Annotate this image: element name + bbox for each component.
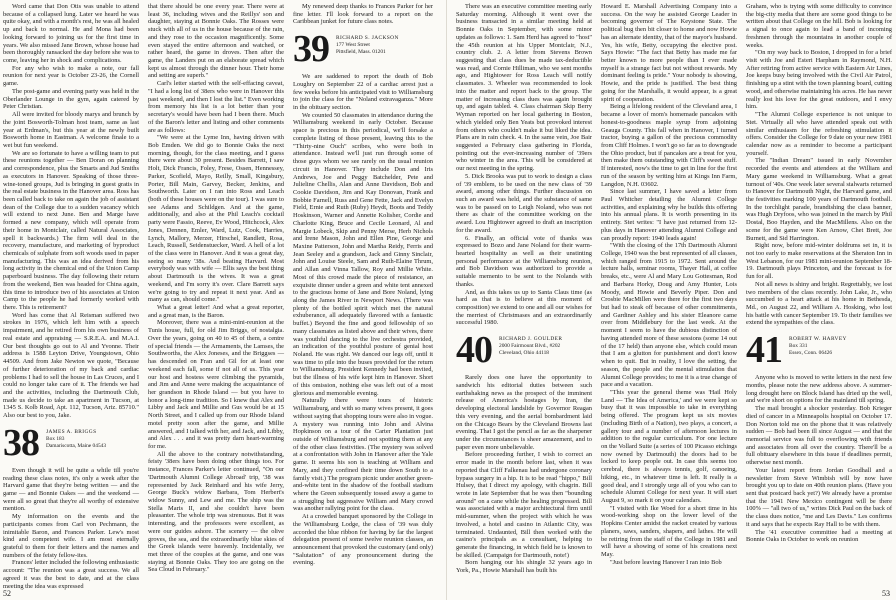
class-year-number: 39 <box>293 28 329 71</box>
article-paragraph: Since last summer, I have saved a letter from Paul Whitcher detailing the Alumni College activities, and explaining why he builds this offering into his annual plans. It is worth presenting in its entirety. Stet writes: "I have just returned from 12-plus days in Hanover attending Alumni College and can proudly report: 1940 leads again! <box>601 188 737 242</box>
address-line: 2000 Fairmount Blvd., #202 <box>499 343 561 350</box>
class-secretary-address <box>46 426 106 450</box>
article-paragraph: Graham, who is trying with some difficulty to convince the big-city media that there are some good things to be written about that College on the hill. Bob is looking for a signal to once again to lead a band of incoming freshmen through the mountains in another couple of weeks. <box>746 3 892 49</box>
article-paragraph: Being a lifelong resident of the Cleveland area, I became a lover of mom's homemade pancakes with honest-to-goodness maple syrup from adjoining Geauga County. This fall when in Hanover, I turned tractor, buying a gallon of the precious commodity from Cliff Holmes. I won't go so far as to downgrade the Ohio product, but if pancakes are a treat for you, then make them outstanding with Cliff's sweet stuff. If interested, now's the time to get in line for the first run of the season by writing him at Kings Inn Farm, Langdon, N.H. 03602. <box>601 103 737 188</box>
article-paragraph: Word came that Don Otis was unable to attend because of a collapsed lung. Later we heard he was quite okay, and with a month's rest, he was all healed up and back to normal. He and Mona had been looking forward to joining us for the first time in years. We also missed Jane Brown, whose house had been thoroughly ransacked the day before she was to come, leaving her in shock and complications. <box>3 3 139 65</box>
article-paragraph: The '41 executive committee had a meeting at Bonnie Oaks in October to work on reunion <box>746 528 892 544</box>
article-paragraph: Born hanging our his shingle 32 years ago in York, Pa., Howie Marshall has built his <box>456 559 592 575</box>
article-paragraph: Howard E. Marshall Advertising Company into a success. On the way he assisted George Leader in becoming governor of The Keystone State. The political bug then bit closer to home and now Howie has an alternate identity, that of the mayor's husband. Yes, his wife, Betty, occupying the elective post. Says Howie: "The fact that Betty has made me far better known to more people than I ever made myself is a strange fact but not without rewards. My dominant feeling is pride." Your nobody is showing, Howie, and the pride is justified. The best thing going for the Marshalls, it would appear, is a great spirit of cooperation. <box>601 3 737 103</box>
left-column-2 <box>148 3 284 581</box>
article-paragraph: Before proceeding further, I wish to correct an error made in the month before last, when it was reported that Cliff Falkenau had undergone coronary bypass surgery in a hip. It is to be read "hippo," Bill Hulsey, that I direct my apology, with chagrin. Bill wrote in late September that he was then "bounding around" on a cane while the healing progressed. Bill was associated with a major architectural firm until mid-summer, when the project with which he was involved, a hotel and casino in Atlantic City, was terminated. Undaunted, Bill then worked with the casino's principals as a consultant, helping to generate the financing, in which field he is known to be skilled. (Campaign for Dartmouth, note!) <box>456 451 592 559</box>
article-paragraph: All were invited for bloody marys and brunch by the joint Bosworth-Tolman host team, same as last year at Erdman's, but this year at the newly built Bosworth home in Eastman. A welcome finale to a wet but fun weekend. <box>3 111 139 149</box>
article-paragraph: Even though it will be quite a while till you're reading these class notes, it's only a week after the Harvard game that they're being written — and the game — and Bonnie Oakes — and the weekend — were all so great that they're all worthy of extensive mention. <box>3 466 139 513</box>
article-paragraph: "We were at the Lyme Inn, having driven with Bob Emden. We did go to Bonnie Oaks the next morning, though, for the class meeting, and I guess there were about 30 present. Besides Barrett, I saw Holt, Dick Francis, Foley, Frese, Ossen, Hennessey, Parker, Scofield, Mayo, Reilly, Small, Kingsbury, Porter, Bill Main, Garvey, Becker, Jenkins, and Southworth. Later on I ran into Ross and Leach (both of these houses were on the tour). I was sure to see Adams and Schildgen. And at the game, additionally, and also at the Phil Leach's cocktail party were Fassio, Reeve, Ev Wood, Hitchcock, Alex Jones, Dennen, Emler, Ward, Lutz, Cook, Harries, Lynch, Mallory, Merzer, Hirschel, Randlett, Rosa, Leach, Russell, Seidenstuecker, Ward. A hell of a lot of the class were in Hanover. And it was a great day, seeing so many '38s. And beating Harvard. Most everybody was with wife — Ellis says the best thing about Dartmouth is the wives. It was a great weekend, and I'm sorry it's over. Clare Barrett says we're going to try and repeat it next year. And as many as can, should come." <box>148 134 284 304</box>
article-paragraph: Anyone who is moved to write letters in the next few months, please note the new address above. A summer-long drought here on Block Island has dried up the well, and we're short on options for the mainland till spring. <box>746 374 892 405</box>
class-secretary-name: RICHARD J. GOULDER <box>499 336 563 343</box>
article-paragraph: The post-game and evening party was held in the Oberlander Lounge in the gym, again catered by Peter Christian. <box>3 87 139 111</box>
article-paragraph: For any who wish to make a note, our fall reunion for next year is October 23-26, the Cornell game. <box>3 64 139 88</box>
right-column-3 <box>746 3 892 581</box>
left-column-3 <box>293 3 433 581</box>
article-paragraph: And, as this takes us up to Santa Claus time (as hard as that is to believe at this moment of composition) we extend to one and all our wishes for the merriest of Christmases and an extraordinarily successful 1980. <box>456 288 592 327</box>
article-paragraph: Naturally there were tours of historic Williamsburg, and with so many wives present, it goes without saying that shopping tours were also in vogue. A mystery was running into John and Alvina Hopkinson on a tour of the Carter Plantation just outside of Williamsburg and not spotting them at any of the other class festivities. (The mystery was solved at a confrontation with John in Hanover after the Yale game. It seems his son is teaching at William and Mary, and they confined their time down South to a family visit.) The program picnic under another green-and-white tent in the shadow of the football stadium where the Green subsequently tossed away a game to a struggling but aggressive William and Mary crowd was another rallying point for the class. <box>293 397 433 513</box>
article-paragraph: The mail brought a shocker yesterday. Bob Krieger died of cancer in a Minneapolis hospital on October 17. Don Norton told me on the phone that it was relatively sudden — Bob had been ill since August — and that the memorial service was full to overflowing with friends and associates from all over the country. There'll be a full obituary elsewhere in this issue if deadlines permit, otherwise next month. <box>746 405 892 467</box>
article-paragraph: "With the closing of the 17th Dartmouth Alumni College, 1940 was the best represented of all classes, which ranged from 1915 to 1972. Sent around the lecture halls, seminar rooms, Thayer Hall, at coffee breaks, etc., were Al and Mary Lou Gottesman, Rod and Barbara Horky, Doug and Amy Hunter, Lois Moody, and Howie and Beverly Piper. Don and Crosbie MacMillen were there for the first two days but had to steak off because of other commitments, and Gardiner Ashley and his sister Eleanore came over from Middlebury for the last week. At the moment I seem to have the dubious distinction of having attended more of these sessions (some 14 out of the 17 held) than anyone else, which could mean that I am a glutton for punishment and don't know when to quit. But in reality, I love the setting, the season, the people and the mental stimulation that Alumni College provides; to me it is a true change of pace and a vacation. <box>601 242 737 389</box>
address-line: Damariscotta, Maine 04543 <box>46 442 107 449</box>
article-paragraph: Right now, before mid-winter doldrums set in, it is not too early to make reservations at the Sheraton Inn in West Lebanon, for our 1981 mini-reunion September 18-19. Dartmouth plays Princeton, and the forecast is for fun for all. <box>746 242 892 281</box>
right-column-2 <box>601 3 737 581</box>
article-paragraph: Rarely does one have the opportunity to sandwich his editorial duties between such earthshaking news as the prospect of the imminent release of America's hostages by Iran, the developing electoral landslide by Governor Reagan this very evening, and the aerial bombardment laid on the Chicago Bears by the Cleveland Browns last evening. That I got the pencil as far as the sharpener under the circumstances is sheer amazement, and to paper even more unbelievable. <box>456 374 592 451</box>
article-paragraph: Word has come that Al Reisman suffered two strokes in 1976, which left him with a speech impairment, and he retired from his own business of real estate and appraising — S.R.E.A. and M.A.I. Our best thoughts go out to Al and Yvonne. Their address is 1588 Leyton Drive, Youngstown, Ohio 44509. And from Jake Newton we quote, "Because of further deterioration of my back and cardiac problems I had to sell the house in Las Cruces, and I could no longer take care of it. The friends we had and the activities, including the Dartmouth Club, made us decide to take an apartment in Tucson, at 1345 S. Kolb Road, Apt. 112, Tucson, Ariz. 85710." Also our best to you, Jake. <box>3 311 139 420</box>
left-page <box>0 0 440 600</box>
article-paragraph: Frances' letter included the following enthusiastic account: "The reunion was a great success. We all agreed it was the best to date, and at the class meeting the idea was expressed <box>3 559 139 590</box>
address-line: Box 331 <box>789 343 808 350</box>
page-number-right: 53 <box>882 589 890 598</box>
article-paragraph: Moreover, there was a mini-mini-reunion at the Tunis house, full, for old Jim Briggs, of nostalgia. Over the years, going on 40 to 45 of them, a centre of special friends — the Armaments, the Lamses, the Southworths, the Alex Joneses, and the Briggses — has descended on Fran and Gil for at least one weekend each fall, some if not all of us. This year our host and hostess were climbing the pyramids, and Jim and Anne were making the acquaintance of her grandson in Rhode Island — but you have to honor a long-time tradition. So I knew that Alex and Libby and Jack and Millie and Gus would be at 15 North Street, and I called up from our Rhode Island motel pretty soon after the game, and Millie answered, and I talked with her, and Jack, and Libby, and Alex . . . and it was pretty darn heart-warming for me. <box>148 319 284 450</box>
article-paragraph: 6. Finally, an official vote of thanks was expressed to Bozo and Jane Noland for their warm-hearted hospitality as well as their unstinting personal performance at the Williamsburg reunion, and Bob Davidson was authorized to provide a suitable memento to be sent to the Nolands with thanks. <box>456 234 592 288</box>
article-paragraph: We are so fortunate to have a willing team to put these reunions together — Ben Doran on planning and correspondence, plus the Smarts and Jud Smiths as executors in Hanover. Speaking of those three-wine-toned groups, Jud is bringing in guest gratis in the real estate business in the Hanover area. Ross has been called back to take on again the job of assistant dean of the College due to a sudden vacancy which will extend to next June. Ben and Marge have formed a new company, which will operate from their home in Montclair, called Natural Associates, spell it backwards.) The firm will deal in the recovery, manufacture, and marketing of byproduct chemicals of sulphate from soft woods used in paper manufacturing. This was an idea derived from his long activity in the chemical end of the Union Camp paperboard business. The day following their return from the weekend, Ben was headed for China again, this time to introduce two of his associates at Union Camp to the people he had formerly worked with there. This is retirement? <box>3 149 139 312</box>
article-paragraph: The "Indian Dream" issued in early November recorded the events and attendees at the William and Mary game weekend in Williamsburg. What a great turnout of '40s. One week later several stalwarts returned to Hanover for Dartmouth Night, the Harvard game, and the festivities marking 100 years of Dartmouth football. In the torchlight parade, brandishing the class banner, was Hugh Dryfoos, who was joined in the march by Phil Dostal, Boo Hayden, and the MacMillens. Also on the scene for the game were Ken Arnow, Chet Brett, Joe Burnett, and Sid Harrington. <box>746 157 892 242</box>
article-paragraph: that there should be one every year. There were at least 36, including wives and the Reillys' son and daughter, staying at Bonnie Oaks. The Rosses were stuck with all of us in the house because of the rain, and they rose to the occasion magnificently. Some even stayed the entire afternoon and watched, or rather heard, the game in droves. Then after the game, the Landers put on an elaborate spread which kept us almost through the dinner hour. Their home and setting are superb." <box>148 3 284 80</box>
class-year-number: 40 <box>456 329 492 372</box>
class-year-number: 38 <box>3 421 39 464</box>
class-secretary-name: RICHARD S. JACKSON <box>336 35 399 42</box>
article-paragraph: "The Alumni College experience is not unique to Stet. Virtually all who have attended speak out with similar enthusiasm for the refreshing stimulation it offers. Consider the College for 9 date on your new 1981 calendar now as a reminder to become a participant yourself. <box>746 111 892 157</box>
article-paragraph: We are saddened to report the death of Bob Loughry on September 22 of a cardiac arrest just a few weeks before his anticipated visit to Williamsburg to join the class for the "Noland extravaganza." More in the obituary section. <box>293 73 433 112</box>
page-gutter <box>446 0 447 600</box>
article-paragraph: At a crowded banquet sponsored by the College in the Williamsburg Lodge, the class of '39 was duly accorded the blue ribbon for having by far the largest delegation present of some twelve reunion classes, an announcement that provoked the customary (and only) "Salutation" of any pronouncement during the evening. <box>293 513 433 567</box>
class-year-header <box>456 329 592 372</box>
right-column-1 <box>456 3 592 581</box>
class-year-header <box>293 28 433 71</box>
right-page <box>456 0 896 600</box>
article-paragraph: "Just before leaving Hanover I ran into Bob <box>610 558 722 566</box>
class-year-number: 41 <box>746 329 782 372</box>
class-secretary-name: ROBERT W. HARVEY <box>789 336 847 343</box>
address-line: 177 West Street <box>336 42 370 49</box>
article-paragraph: There was an executive committee meeting early Saturday morning. Although it went over the business transacted in a similar meeting held at Bonnie Oaks in September, with some minor updates as follows: 1. Sam Herd has agreed to "host" the 45th reunion at his Upper Montclair, N.J., country club. 2. A letter from Stevens Brown suggesting that class dues be made tax-deductible was read, and Cornie Hilliman, who we sent months ago, and Hightower for Ross Leach will notify classmates. 3. Wheeler was recommended to look into the matter and report back to the group. The matter of increasing class dues was again brought up, and again tabled. 4. Class chairman Skip Berry Wyman reported on her local gathering in Boston, which yielded only Ben Yeats but provoked interest from others who couldn't make it but liked the idea. Plans are in rain check. 4. In the same vein, Joe Bair suggested a February class gathering in Florida, pointing out the ever-increasing number of '39ers who winter in the area. This will be considered at our next meeting in the spring. <box>456 3 592 173</box>
article-paragraph: "This year the general theme was 'Hail Holy Land — The Idea of America,' and we were kept so busy that it was impossible to take in everything being offered. The program kept us six movies (including Birth of a Nation), two plays, a concert, a gallery tour and a number of afternoon lectures in addition to the regular curriculum. For one lecture on the Vollard Suite (a series of 100 Picasso etchings now owned by Dartmouth) the doors had to be locked to keep people out. In case this seems too cerebral, there is always tennis, golf, canoeing, hiking, etc., in whatever time is left. It really is a good deal, and I strongly urge all of you who can to schedule Alumni College for next year. It will start August 9, so mark it on your calendars. <box>601 388 737 504</box>
address-line: Box 183 <box>46 435 65 442</box>
class-secretary-address <box>789 333 847 357</box>
class-year-header <box>746 329 892 372</box>
class-secretary-name: JAMES A. BRIGGS <box>46 428 97 435</box>
class-secretary-address <box>336 32 399 56</box>
article-paragraph: We counted 50 classmates in attendance during the Williamsburg weekend in early October. Because space is precious in this periodical, we'll forsake a complete listing of those present, leaving this to the "Thirty-nine Ouch" scribes, who were both in attendance. Instead we'll just run through some of those guys whom we see rarely on the usual reunion circuit in Hanover. They include Don and Iris Andrews, Joe and Peggy Batchelder, Pete and Julieline Chellis, Alan and Anne Davidson, Bob and Cookie Davidson, Jim and Kay Donovan, Frank and Bobbie Farnell, Russ and Gene Fette, Jack and Evelyn Field, Ernie and Ruth (Ruby) Heydt, Boots and Teddy Hoskinson, Warner and Annette Kolisher, Cordie and Charlotte King, Bruce and Cecile Leonard, Al and Margie Lobeck, Skip and Penny Merse, Herb Nichols and Irene Mason, John and Ellen Pine, George and Maxine Patterson, John and Martha Reidy, Ferris and Jean Seeley and a grandson, Jack and Ginny Sinclair, John and Louise Steele, Sam and Ruth-Elaine Thrum, and Allan and Vinna Tallow, Roy and Millie White. Most of this crowd made the piece of resistance, an exquisite dinner under a green and white tent annexed to the gracious home of Jane and Bore Noland, lying along the James River in Newport News. (There was plenty of the bottled spirit which met the natural exhuberance, all adequately flavored with a fantastic buffet.) Beyond the fine and good fellowship of so many classmates as listed above and their wives, there was youthful dancing to the live orchestra provided, an indication of the youthful posture of genial host Noland. He was right. We danced our legs off, until it was time to pile into the buses provided for the return to Williamsburg. President Kennedy had been invited, but the illness of his wife kept him in Hanover. Short of this omission, nothing else was left out of a most glorious and memorable evening. <box>293 111 433 397</box>
article-paragraph: My renewed deep thanks to Frances Parker for her fine letter. I'll look forward to a report on the Caribbean junket for future class notes. <box>293 3 433 26</box>
left-column-1 <box>3 3 139 590</box>
address-line: Pittsfield, Mass. 01201 <box>336 49 386 56</box>
article-paragraph: "On my way back to Boston, I dropped in for a brief visit with Joe and Esteri Harpham in Raymond, N.H. After retiring from active service with Eastern Air Lines, Joe keeps busy being involved with the Civil Air Patrol, finishing up a stint with the town planning board, cutting wood, and otherwise maintaining his acres. He has never really lost his love for the great outdoors, and I envy him. <box>746 49 892 111</box>
class-year-header <box>3 421 139 464</box>
article-paragraph: 5. Dick Brooks was put to work to design a class of '39 emblem, to be used on the new class of '39 award, among other things. Further discussion on such an award was held, and the substance of same was to be passed on to Leigh Noland, who was not there as chair of the committee working on the award. Lou Hightower agreed to draft an inscription for the award. <box>456 172 592 234</box>
class-secretary-address <box>499 333 562 357</box>
article-paragraph: What a great letter! And what a great reporter, and a great man, is the Baron. <box>148 304 284 319</box>
page-number-left: 52 <box>3 589 11 598</box>
article-paragraph: Carl's letter started with the self-effacing caveat, "I had a long list of 38ers who were in Hanover this past weekend, and then I lost the list." Even working from memory his list is a lot better than your secretary's would have been had I been there. Much of the Baron's letter and listing and other comments are as follows: <box>148 80 284 134</box>
article-paragraph: "I visited with Ike Woed for a short time in his wood-working shop on the lower level of the Hopkins Center amidst the racket created by various planers, saws, sanders, shapers, and lathes. He will be retiring from the staff of the College in 1981 and will have a showing of some of his creations next May. <box>601 504 737 559</box>
article-paragraph: Your latest report from Jordan Goodhall and a newsletter from Steve Wimbish will by now have brought you up to date on 40th reunion plans. (Have you sent that postcard back yet?) We already have a promise that the 1941 New Mexico contingent will be there 100% — "all two of us," writes Dick Paul on the back of the class dues notice, "me and Les Davis." Les confirms it and says that he expects Ray Hall to be with them. <box>746 466 892 528</box>
article-paragraph: My information on the events and the participants comes from Carl von Pechmann, the inimitable Baron, and Frances Parker. Lew's most kind and competent wife. I am most eternally grateful to them for their letters and the names and numbers of the feisty fellow-ites. <box>3 513 139 559</box>
article-paragraph: All the above to the contrary notwithstanding, feisty '38ers have been doing other things too. For instance, Frances Parker's letter continued, "On our 'Dartmouth Alumni College Abroad' trip, '38 was represented by Jack Reinhard and his wife Jerry, George Buck's widow Barbara, Tom Herbert's widow Sunny, and Lew and me. The ship was the Stella Maris II, and she couldn't have been pleasanter. The whole trip was strenuous. But it was interesting, and the professors were excellent, as were our guides ashore. The scenery — the olive groves, the sea, and the extraordinarily blue skies of the Greek islands were heavenly. Incidentally, we met three of the couples at the game, and one was staying at Bonnie Oaks. They too are going on the Sea Cloud in February." <box>148 450 284 574</box>
address-line: Cleveland, Ohio 44118 <box>499 350 549 357</box>
address-line: Essex, Conn. 06426 <box>789 350 833 357</box>
article-paragraph: Not all news is shiny and bright. Regrettably, we lost two members of the class recently. John Lake, Jr., who succumbed to a heart attack at his home in Bethesda, Md., on August 22, and William A. Hosking, who lost his battle with cancer September 19. To their families we extend the sympathies of the class. <box>746 280 892 327</box>
